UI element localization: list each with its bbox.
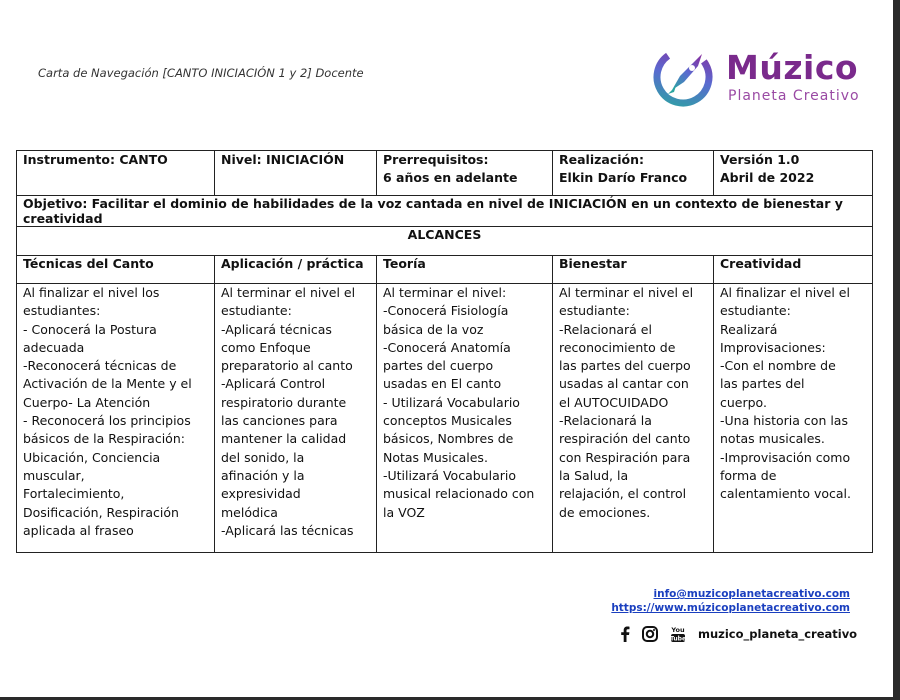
content-aplicacion: Al terminar el nivel el estudiante: -Aplicará técnicas como Enfoque preparatorio al canto -Aplicará Control respiratorio durante las canciones para mantener la calidad del sonido, la afinación y la expresividad melódica -Aplicará las técnicas — [215, 284, 377, 553]
objetivo-row — [17, 196, 873, 227]
svg-text:Tube: Tube — [670, 635, 686, 643]
content-row — [17, 284, 873, 553]
rocket-logo-icon — [650, 42, 720, 108]
meta-instrumento: Instrumento: CANTO — [17, 151, 215, 196]
meta-row — [17, 151, 873, 196]
meta-version: Versión 1.0 Abril de 2022 — [714, 151, 873, 196]
alcances-row — [17, 227, 873, 256]
alcances-heading: ALCANCES — [17, 227, 873, 256]
meta-nivel: Nivel: INICIACIÓN — [215, 151, 377, 196]
youtube-icon[interactable] — [670, 625, 686, 643]
document-header-note: Carta de Navegación [CANTO INICIACIÓN 1 y 2] Docente — [38, 66, 364, 80]
instagram-icon[interactable] — [642, 626, 658, 642]
social-links — [620, 624, 857, 644]
column-header: Creatividad — [714, 256, 873, 284]
content-creatividad: Al finalizar el nivel el estudiante: Realizará Improvisaciones: -Con el nombre de las partes del cuerpo. -Una historia con las notas musicales. -Improvisación como forma de calentamiento vocal. — [714, 284, 873, 553]
objetivo-text: Objetivo: Facilitar el dominio de habilidades de la voz cantada en nivel de INICIACIÓN en un contexto de bienestar y creatividad — [17, 196, 873, 227]
column-header: Técnicas del Canto — [17, 256, 215, 284]
email-link[interactable]: info@muzicoplanetacreativo.com — [653, 588, 850, 600]
facebook-icon[interactable] — [620, 626, 630, 642]
svg-text:You: You — [671, 626, 685, 634]
column-header-row — [17, 256, 873, 284]
meta-prerrequisitos: Prerrequisitos: 6 años en adelante — [377, 151, 553, 196]
logo-subtitle: Planeta Creativo — [728, 88, 860, 104]
content-teoria: Al terminar el nivel: -Conocerá Fisiología básica de la voz -Conocerá Anatomía partes del cuerpo usadas en El canto - Utilizará Vocabulario conceptos Musicales básicos, Nombres de Notas Musicales. -Utilizará Vocabulario musical relacionado con la VOZ — [377, 284, 553, 553]
logo-title: Múzico — [726, 48, 859, 87]
content-bienestar: Al terminar el nivel el estudiante: -Relacionará el reconocimiento de las partes del cuerpo usadas al cantar con el AUTOCUIDADO -Relacionará la respiración del canto con Respiración para la Salud, la relajación, el control de emociones. — [553, 284, 714, 553]
column-header: Teoría — [377, 256, 553, 284]
website-link[interactable]: https://www.múzicoplanetacreativo.com — [611, 602, 850, 614]
content-tecnicas: Al finalizar el nivel los estudiantes: - Conocerá la Postura adecuada -Reconocerá técnicas de Activación de la Mente y el Cuerpo- La Atención - Reconocerá los principios básicos de la Respiración: Ubicación, Conciencia muscular, Fortalecimiento, Dosificación, Respiración aplicada al fraseo — [17, 284, 215, 553]
column-header: Bienestar — [553, 256, 714, 284]
column-header: Aplicación / práctica — [215, 256, 377, 284]
meta-realizacion: Realización: Elkin Darío Franco — [553, 151, 714, 196]
contact-links — [611, 587, 850, 615]
muzico-logo — [650, 40, 870, 112]
curriculum-table — [16, 150, 873, 553]
social-handle: muzico_planeta_creativo — [698, 627, 858, 641]
